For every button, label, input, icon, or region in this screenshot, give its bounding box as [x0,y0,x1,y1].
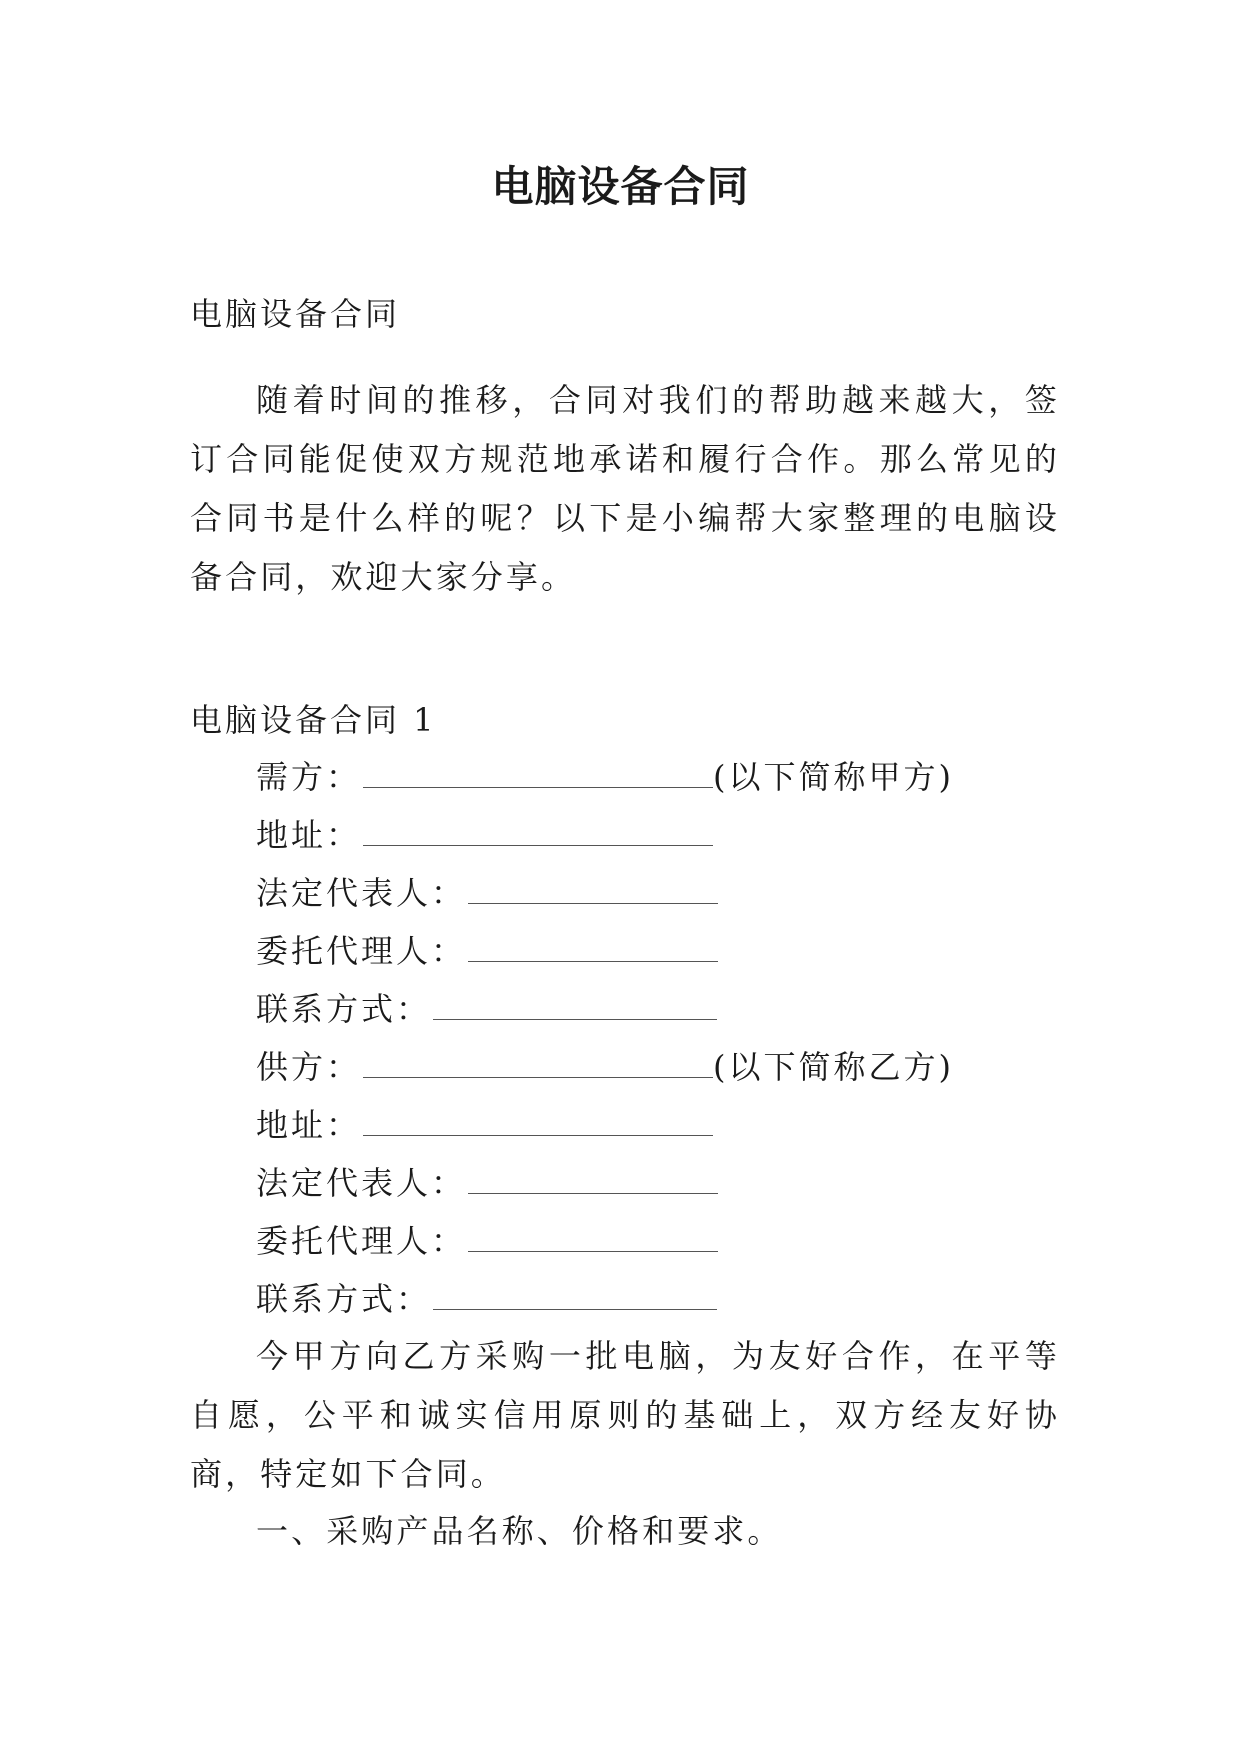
party-a-agent-blank [468,931,718,962]
agreement-paragraph: 今甲方向乙方采购一批电脑，为友好合作，在平等自愿，公平和诚实信用原则的基础上，双方经友好协商，特定如下合同。 [190,1337,1060,1493]
party-a-agent-label: 委托代理人： [256,932,467,970]
party-a-contact-blank [433,989,717,1020]
party-b-agent-blank [468,1221,718,1252]
party-a-legal-rep-blank [468,873,718,904]
party-a-legal-rep-label: 法定代表人： [256,874,467,912]
intro-paragraph: 随着时间的推移，合同对我们的帮助越来越大，签订合同能促使双方规范地承诺和履行合作。那么常见的合同书是什么样的呢？以下是小编帮大家整理的电脑设备合同，欢迎大家分享。 [190,381,1060,596]
party-b-legal-rep-row [256,1163,718,1203]
party-b-legal-rep-blank [468,1163,718,1194]
party-b-name-row [256,1047,954,1087]
document-subtitle: 电脑设备合同 [190,295,401,333]
party-b-agent-label: 委托代理人： [256,1222,467,1260]
party-a-agent-row [256,931,718,971]
section-title: 电脑设备合同 1 [190,701,437,739]
party-b-legal-rep-label: 法定代表人： [256,1164,467,1202]
party-b-contact-blank [433,1279,717,1310]
party-a-address-label: 地址： [256,816,362,854]
party-b-contact-row [256,1279,717,1319]
party-a-name-blank [363,757,713,788]
party-b-address-row [256,1105,713,1145]
party-a-legal-rep-row [256,873,718,913]
party-b-name-suffix: (以下简称乙方) [713,1048,954,1086]
party-b-contact-label: 联系方式： [256,1280,432,1318]
party-a-address-blank [363,815,713,846]
party-a-address-row [256,815,713,855]
document-title: 电脑设备合同 [491,162,750,211]
party-b-address-blank [363,1105,713,1136]
party-a-name-row [256,757,954,797]
party-a-contact-label: 联系方式： [256,990,432,1028]
party-b-agent-row [256,1221,718,1261]
party-b-address-label: 地址： [256,1106,362,1144]
party-b-name-blank [363,1047,713,1078]
party-b-name-label: 供方： [256,1048,362,1086]
party-a-contact-row [256,989,717,1029]
party-a-name-suffix: (以下简称甲方) [713,758,954,796]
clause-1-heading: 一、采购产品名称、价格和要求。 [256,1512,783,1550]
party-a-name-label: 需方： [256,758,362,796]
